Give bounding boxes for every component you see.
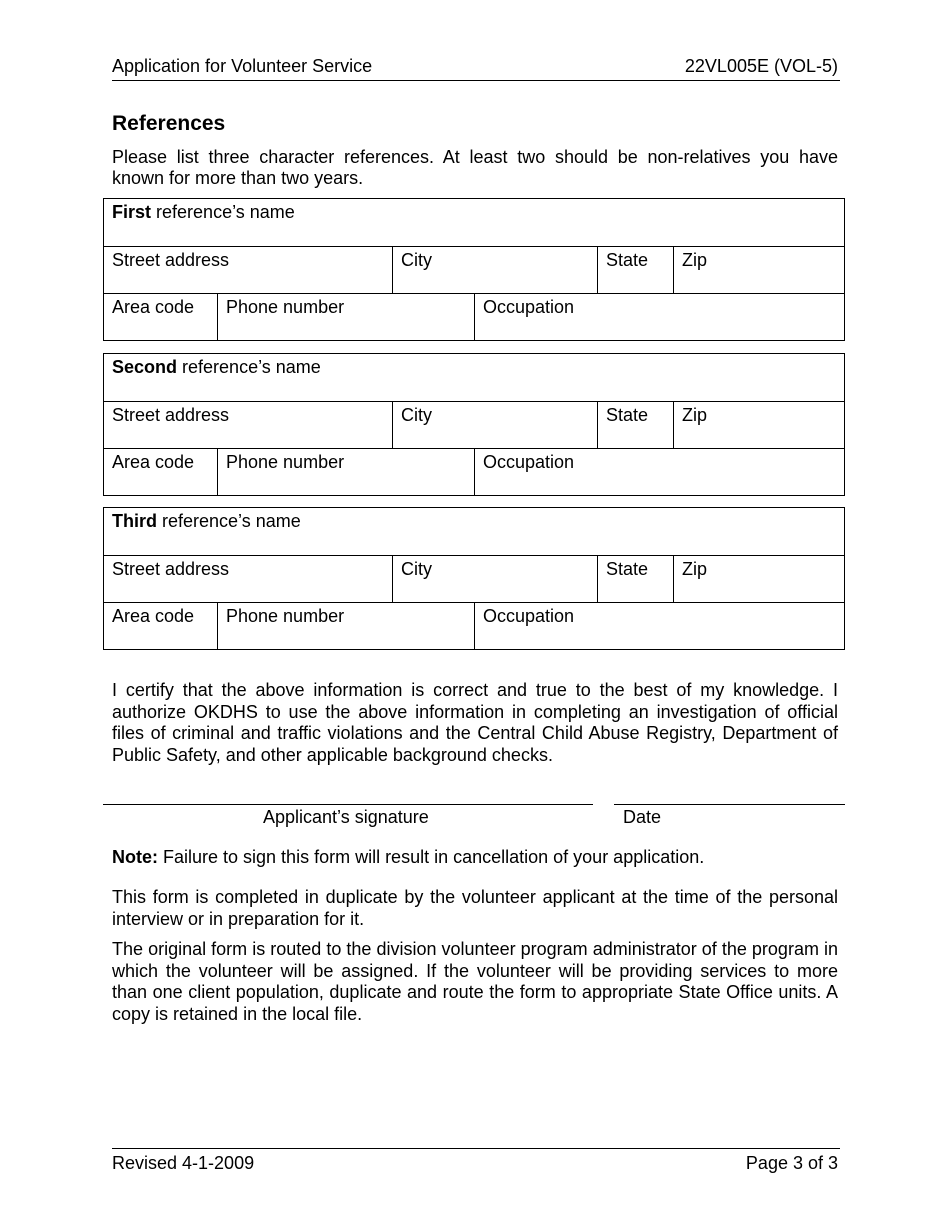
reference-ordinal: First: [112, 202, 152, 222]
city-label: City: [401, 559, 432, 579]
street-address-label: Street address: [112, 559, 230, 579]
reference-name-field[interactable]: [104, 508, 844, 555]
occupation-label: Occupation: [483, 297, 575, 317]
area-code-field[interactable]: [104, 603, 217, 649]
date-label: Date: [623, 807, 662, 827]
street-address-label: Street address: [112, 405, 230, 425]
footer-divider: [112, 1148, 840, 1149]
reference-name-label: reference’s name: [162, 511, 301, 531]
state-field[interactable]: [597, 402, 673, 448]
city-field[interactable]: [392, 247, 597, 293]
form-number: 22VL005E (VOL-5): [684, 56, 838, 76]
area-code-label: Area code: [112, 297, 195, 317]
signature-label: Applicant’s signature: [263, 807, 429, 827]
state-label: State: [606, 405, 649, 425]
section-intro: Please list three character references. At least two should be non-relatives you have known for more than two years.: [112, 147, 838, 188]
city-field[interactable]: [392, 556, 597, 602]
occupation-field[interactable]: [474, 449, 844, 495]
state-field[interactable]: [597, 556, 673, 602]
state-label: State: [606, 250, 649, 270]
reference-name-label: reference’s name: [182, 357, 321, 377]
header-divider: [112, 80, 840, 81]
street-address-field[interactable]: [104, 556, 392, 602]
revision-date: Revised 4-1-2009: [112, 1153, 255, 1173]
zip-label: Zip: [682, 250, 708, 270]
note: [112, 847, 838, 868]
zip-label: Zip: [682, 559, 708, 579]
state-field[interactable]: [597, 247, 673, 293]
certification-text: I certify that the above information is correct and true to the best of my knowledge. I authorize OKDHS to use the above information in completing an investigation of official files of criminal and traffic violations and the Central Child Abuse Registry, Department of Public Safety, and other applicable background checks.: [112, 680, 838, 765]
note-label: Note:: [112, 847, 158, 867]
state-label: State: [606, 559, 649, 579]
instructions-paragraph: This form is completed in duplicate by the volunteer applicant at the time of the personal interview or in preparation for it.: [112, 887, 838, 929]
phone-number-label: Phone number: [226, 297, 345, 317]
occupation-field[interactable]: [474, 294, 844, 340]
zip-label: Zip: [682, 405, 708, 425]
signature-line[interactable]: [103, 804, 593, 805]
area-code-field[interactable]: [104, 294, 217, 340]
reference-name-field[interactable]: [104, 199, 844, 246]
page-number: Page 3 of 3: [745, 1153, 838, 1173]
zip-field[interactable]: [673, 402, 844, 448]
form-title: Application for Volunteer Service: [112, 56, 373, 76]
reference-ordinal: Third: [112, 511, 157, 531]
reference-name-label: reference’s name: [156, 202, 295, 222]
city-label: City: [401, 405, 432, 425]
routing-paragraph: The original form is routed to the division volunteer program administrator of the program in which the volunteer will be assigned. If the volunteer will be providing services to more than one client population, duplicate and route the form to appropriate State Office units. A copy is retained in the local file.: [112, 939, 838, 1024]
date-line[interactable]: [614, 804, 845, 805]
phone-number-label: Phone number: [226, 452, 345, 472]
reference-table-first: [103, 198, 845, 341]
area-code-field[interactable]: [104, 449, 217, 495]
reference-table-second: [103, 353, 845, 496]
phone-number-field[interactable]: [217, 449, 474, 495]
phone-number-field[interactable]: [217, 294, 474, 340]
city-field[interactable]: [392, 402, 597, 448]
area-code-label: Area code: [112, 452, 195, 472]
occupation-field[interactable]: [474, 603, 844, 649]
area-code-label: Area code: [112, 606, 195, 626]
street-address-field[interactable]: [104, 247, 392, 293]
phone-number-field[interactable]: [217, 603, 474, 649]
zip-field[interactable]: [673, 247, 844, 293]
section-title: References: [112, 112, 226, 135]
street-address-label: Street address: [112, 250, 230, 270]
zip-field[interactable]: [673, 556, 844, 602]
occupation-label: Occupation: [483, 606, 575, 626]
reference-name-field[interactable]: [104, 354, 844, 401]
reference-table-third: [103, 507, 845, 650]
reference-ordinal: Second: [112, 357, 178, 377]
city-label: City: [401, 250, 432, 270]
phone-number-label: Phone number: [226, 606, 345, 626]
street-address-field[interactable]: [104, 402, 392, 448]
note-text: Failure to sign this form will result in cancellation of your application.: [158, 847, 705, 867]
occupation-label: Occupation: [483, 452, 575, 472]
